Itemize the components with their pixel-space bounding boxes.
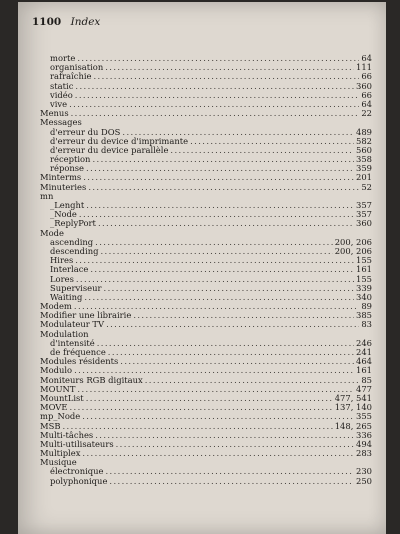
page-reference: 385: [356, 310, 372, 321]
page-reference: 336: [356, 429, 372, 440]
index-entry: [40, 192, 372, 201]
index-term: _ReplyPort: [50, 218, 96, 229]
index-term: Modules résidents: [40, 356, 119, 367]
index-entry: [40, 385, 372, 394]
dot-leader: [108, 348, 354, 357]
page-reference: 246: [356, 337, 372, 348]
dot-leader: [69, 100, 359, 109]
index-entry: [40, 449, 372, 458]
page-reference: 241: [356, 347, 372, 357]
dot-leader: [145, 376, 360, 385]
index-term: ascending: [50, 236, 94, 247]
index-term: Hires: [50, 255, 74, 266]
index-entry: [40, 440, 372, 449]
index-term: Lores: [50, 273, 74, 284]
dot-leader: [76, 275, 354, 284]
dot-leader: [105, 63, 354, 72]
page-reference: 200, 206: [334, 245, 372, 256]
page-reference: 560: [356, 144, 372, 155]
index-entry: [40, 477, 372, 486]
dot-leader: [116, 440, 354, 449]
index-term: de fréquence: [50, 347, 106, 357]
index-entry: [40, 265, 372, 274]
page-reference: 200, 206: [334, 236, 372, 247]
index-term: Messages: [40, 117, 82, 128]
page-reference: 111: [356, 62, 372, 73]
dot-leader: [95, 431, 354, 440]
page-reference: 489: [356, 126, 372, 137]
dot-leader: [77, 385, 354, 394]
dot-leader: [90, 265, 354, 274]
index-term: Mode: [40, 227, 64, 238]
page-reference: 494: [356, 438, 372, 449]
page-reference: 201: [356, 172, 372, 183]
dot-leader: [71, 109, 360, 118]
index-term: MOVE: [40, 402, 68, 413]
index-entry: [40, 256, 372, 265]
index-term: descending: [50, 245, 99, 256]
page-reference: 358: [356, 154, 372, 165]
index-entry: [40, 164, 372, 173]
dot-leader: [75, 82, 354, 91]
index-term: Interlace: [50, 264, 89, 275]
page-reference: 148, 265: [334, 420, 372, 431]
index-term: static: [50, 80, 74, 91]
page-reference: 52: [361, 181, 372, 192]
dot-leader: [75, 256, 354, 265]
index-term: Superviseur: [50, 282, 102, 293]
index-term: _Lenght: [50, 200, 85, 210]
dot-leader: [133, 311, 354, 320]
index-term: Modifier une librairie: [40, 310, 132, 321]
index-entry: [40, 183, 372, 192]
index-entry: [40, 109, 372, 118]
page-reference: 357: [356, 200, 372, 210]
dot-leader: [69, 403, 332, 412]
dot-leader: [120, 357, 354, 366]
dot-leader: [86, 394, 333, 403]
dot-leader: [62, 422, 332, 431]
index-term: _Node: [50, 209, 77, 220]
dot-leader: [190, 137, 354, 146]
dot-leader: [83, 173, 354, 182]
page-reference: 477: [356, 383, 372, 394]
dot-leader: [92, 155, 354, 164]
index-term: Multi-utilisateurs: [40, 438, 114, 449]
index-entry: [40, 357, 372, 366]
index-entry: [40, 82, 372, 91]
index-entry: [40, 376, 372, 385]
index-term: Multi-tâches: [40, 429, 94, 440]
page-number: 1100: [32, 16, 62, 28]
index-term: Minuteries: [40, 181, 87, 192]
page-reference: 155: [356, 255, 372, 266]
page-reference: 161: [356, 264, 372, 275]
index-term: d'erreur du device d'imprimante: [50, 135, 189, 146]
page-reference: 83: [361, 319, 372, 330]
index-term: rafraîchie: [50, 71, 92, 82]
dot-leader: [88, 183, 359, 192]
index-term: MOUNT: [40, 383, 76, 394]
dot-leader: [98, 219, 354, 228]
index-entry: [40, 100, 372, 109]
index-entry: [40, 219, 372, 228]
index-term: réception: [50, 154, 91, 165]
dot-leader: [94, 72, 360, 81]
index-term: Modulation: [40, 328, 89, 339]
index-entry: [40, 201, 372, 210]
index-term: Moniteurs RGB digitaux: [40, 374, 143, 385]
dot-leader: [86, 201, 354, 210]
page-reference: 250: [356, 475, 372, 486]
page-reference: 137, 140: [334, 402, 372, 413]
dot-leader: [86, 164, 354, 173]
dot-leader: [109, 477, 354, 486]
page-reference: 355: [356, 411, 372, 422]
page-reference: 283: [356, 448, 372, 459]
index-term: vidéo: [50, 89, 73, 100]
index-term: Modem: [40, 301, 72, 312]
index-entry: [40, 173, 372, 182]
index-term: d'erreur du DOS: [50, 126, 121, 137]
index-entry: [40, 293, 372, 302]
dot-leader: [77, 54, 359, 63]
page-reference: 89: [361, 301, 372, 312]
page-reference: 582: [356, 135, 372, 146]
index-term: électronique: [50, 466, 104, 477]
page-reference: 359: [356, 163, 372, 174]
dot-leader: [84, 293, 354, 302]
index-entry: [40, 394, 372, 403]
index-term: Menus: [40, 108, 69, 119]
page-reference: 161: [356, 365, 372, 376]
page-reference: 477, 541: [334, 392, 372, 403]
dot-leader: [97, 339, 354, 348]
index-entry: [40, 247, 372, 256]
dot-leader: [82, 449, 354, 458]
page-reference: 339: [356, 282, 372, 293]
page-title: Index: [70, 16, 101, 28]
index-term: Modulateur TV: [40, 319, 105, 330]
page-reference: 360: [356, 80, 372, 91]
index-term: réponse: [50, 163, 85, 174]
dot-leader: [104, 284, 354, 293]
index-term: organisation: [50, 62, 104, 73]
index-term: mp_Node: [40, 411, 81, 422]
index-term: morte: [50, 53, 76, 63]
index-entry: [40, 403, 372, 412]
dot-leader: [75, 91, 360, 100]
index-term: Multiplex: [40, 448, 81, 459]
page-reference: 22: [361, 108, 372, 119]
page-reference: 64: [361, 98, 372, 109]
page-reference: 357: [356, 209, 372, 220]
index-term: polyphonique: [50, 475, 108, 486]
index-entry: [40, 155, 372, 164]
page-reference: 64: [361, 53, 372, 63]
index-entry: [40, 72, 372, 81]
dot-leader: [82, 412, 354, 421]
page-reference: 230: [356, 466, 372, 477]
index-term: Musique: [40, 457, 77, 468]
index-entry: [40, 284, 372, 293]
dot-leader: [170, 146, 354, 155]
page-reference: 66: [361, 89, 372, 100]
index-entry: [40, 412, 372, 421]
index-term: d'erreur du device parallèle: [50, 144, 169, 155]
page-reference: 66: [361, 71, 372, 82]
book-page: [18, 2, 386, 534]
index-list: [40, 54, 372, 486]
page-reference: 360: [356, 218, 372, 229]
dot-leader: [106, 320, 359, 329]
index-entry: [40, 320, 372, 329]
dot-leader: [100, 247, 332, 256]
index-term: d'intensité: [50, 337, 95, 348]
index-term: vive: [50, 98, 68, 109]
running-header: [32, 16, 100, 28]
page-reference: 85: [361, 374, 372, 385]
index-term: Modulo: [40, 365, 73, 376]
index-term: Waiting: [50, 291, 83, 302]
dot-leader: [79, 210, 354, 219]
page-reference: 464: [356, 356, 372, 367]
page-reference: 155: [356, 273, 372, 284]
index-term: MSB: [40, 420, 61, 431]
dot-leader: [105, 467, 354, 476]
dot-leader: [95, 238, 333, 247]
index-term: Minterms: [40, 172, 82, 183]
index-term: mn: [40, 190, 54, 201]
page-reference: 340: [356, 291, 372, 302]
index-entry: [40, 91, 372, 100]
index-term: MountList: [40, 392, 84, 403]
